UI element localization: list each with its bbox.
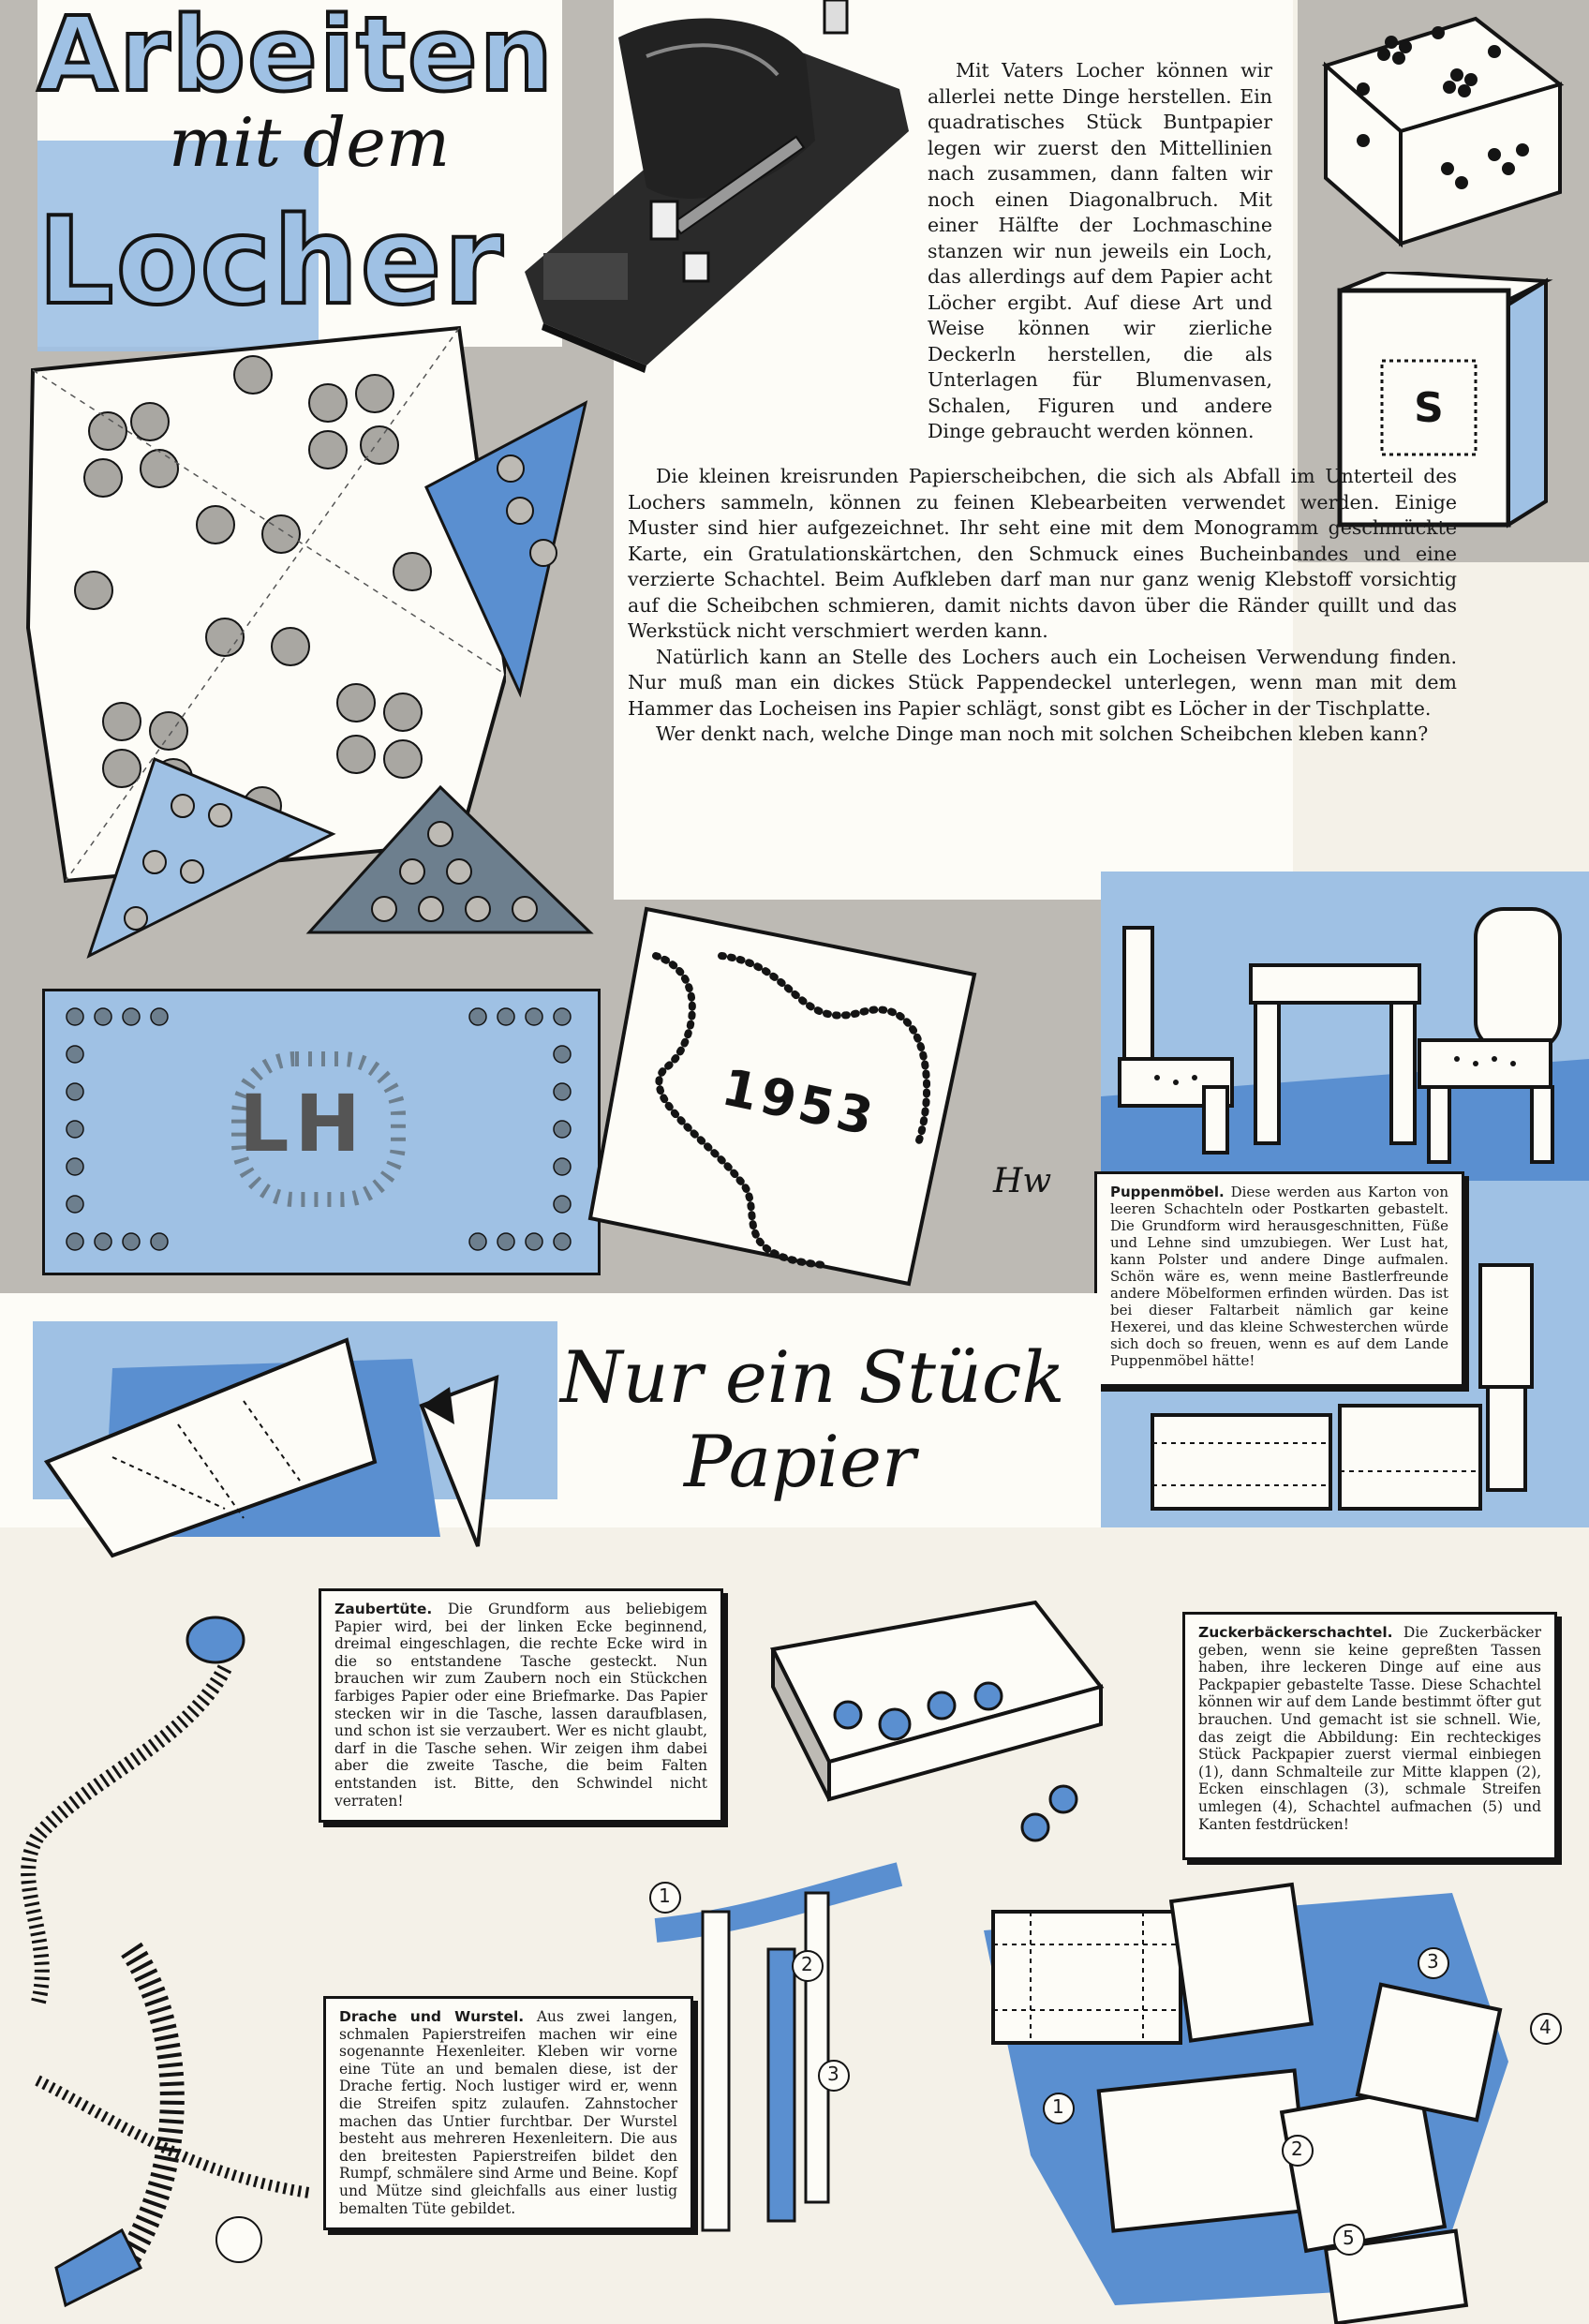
caption-zucker-heading: Zuckerbäckerschachtel. (1198, 1624, 1393, 1641)
hole-punch-illustration (506, 0, 918, 375)
triangle-slate (300, 778, 600, 937)
step-label-2b: 2 (1291, 2138, 1303, 2160)
hexenleiter-steps-illustration (637, 1855, 918, 2249)
dragon-illustration (0, 1612, 337, 2315)
article-intro (928, 58, 1272, 445)
artist-signature: Hw (993, 1162, 1052, 1200)
svg-text:S: S (1414, 384, 1444, 432)
article-paragraph-4: Wer denkt nach, welche Dinge man noch mit solchen Scheibchen kleben kann? (656, 723, 1429, 745)
caption-zucker-text: Die Zuckerbäcker geben, wenn sie keine gepreßten Tassen haben, ihre leckeren Dinge auf eine aus Packpapier gebastelte Tasse. Diese Schachtel können wir auf dem Lande bestimmt öfter gut brauchen. Und gemacht ist sie schnell. Wie, das zeigt die Abbildung: Ein rechteckiges Stück Packpapier zuerst viermal einbiegen (1), dann Schmalteile zur Mitte klappen (2), Ecken einschlagen (3), schmale Streifen umlegen (4), Schachtel aufmachen (5) und Kanten festdrücken! (1198, 1624, 1541, 1833)
section2-title-line1: Nur ein Stück (560, 1335, 1065, 1419)
article-paragraph-1: Mit Vaters Locher können wir allerlei nette Dinge herstellen. Ein quadratisches Stück Buntpapier legen wir zuerst den Mittellinien nach zusammen, dann falten wir noch einen Diagonalbruch. Mit einer Hälfte der Lochmaschine stanzen wir nun jeweils ein Loch, das allerdings auf dem Papier acht Löcher ergibt. Auf diese Art und Weise können wir zierliche Deckerln herstellen, die als Unterlagen für Blumenvasen, Schalen, Figuren und andere Dinge gebraucht werden können. (928, 59, 1272, 442)
article-body (628, 464, 1457, 748)
caption-zuckerbaecker (1182, 1612, 1557, 1860)
article-paragraph-2: Die kleinen kreisrunden Papierscheibchen, die sich als Abfall im Unterteil des Lochers sammeln, können zu feinen Klebearbeiten verwendet werden. Einige Muster sind hier aufgezeichnet. Ihr seht eine mit dem Monogramm geschmückte Karte, ein Gratulationskärtchen, den Schmuck eines Bucheinbandes und eine verzierte Schachtel. Beim Aufkleben darf man nur ganz wenig Klebstoff vorsichtig auf die Scheibchen schmieren, damit nichts davon über die Ränder quillt und das Werkstück nicht verschmiert werden kann. (628, 465, 1457, 642)
step-label-5b: 5 (1343, 2227, 1355, 2249)
step-label-4b: 4 (1539, 2016, 1552, 2038)
section2-title-line2: Papier (684, 1420, 916, 1503)
chair-template-illustration (1134, 1256, 1583, 1527)
step-label-2a: 2 (801, 1953, 813, 1975)
title-arbeiten: Arbeiten (37, 0, 555, 114)
step-label-3b: 3 (1427, 1950, 1439, 1973)
caption-drache-text: Aus zwei langen, schmalen Papierstreifen machen wir eine sogenannte Hexenleiter. Kleben wir vorne eine Tüte an und bemalen diese, ist der Drache fertig. Noch lustiger wird er, wenn die Streifen spitz zulaufen. Zahnstocher machen das Untier furchtbar. Der Wurstel besteht aus mehreren Hexenleitern. Die aus den breitesten Papierstreifen bildet den Rumpf, schmälere sind Arme und Beine. Kopf und Mütze sind gleichfalls aus einer lustig bemalten Tüte gebildet. (339, 2008, 677, 2217)
step-label-1a: 1 (659, 1885, 671, 1907)
caption-puppenmoebel-heading: Puppenmöbel. (1110, 1184, 1225, 1200)
monogram-text: LH (239, 1078, 366, 1169)
doll-furniture-illustration (1101, 872, 1589, 1181)
caption-zaubertuete-text: Die Grundform aus beliebigem Papier wird, bei der linken Ecke beginnend, dreimal eingeschlagen, die rechte Ecke wird in die so entstandene Tasche gesteckt. Nun brauchen wir zum Zaubern noch ein Stückchen farbiges Papier oder eine Briefmarke. Das Papier stecken wir in die Tasche, lassen daraufblasen, und schon ist sie verzaubert. Wer es nicht glaubt, darf in die Tasche sehen. Wir zeigen ihm dabei aber die zweite Tasche, die beim Falten entstanden ist. Bitte, den Schwindel nicht verraten! (334, 1601, 707, 1810)
article-paragraph-3: Natürlich kann an Stelle des Lochers auch ein Locheisen Verwendung finden. Nur muß man ein dickes Stück Pappendeckel unterlegen, wenn man mit dem Hammer das Locheisen ins Papier schlägt, sonst gibt es Löcher in der Tischplatte. (628, 645, 1457, 720)
paper-fold-illustration (37, 1321, 562, 1565)
step-label-1b: 1 (1052, 2095, 1064, 2118)
folded-triangle-blue (417, 394, 604, 703)
caption-puppenmoebel-text: Diese werden aus Karton von leeren Schachteln oder Postkarten gebastelt. Die Grundform wird herausgeschnitten, Füße und Lehne sind umzubiegen. Wer Lust hat, kann Polster und andere Dinge aufmalen. Schön wäre es, wenn meine Bastlerfreunde andere Möbelformen erfinden würden. Das ist bei dieser Faltarbeit nämlich gar keine Hexerei, und das kleine Schwesterchen würde sich doch so freuen, wenn es auf dem Lande Puppenmöbel hätte! (1110, 1184, 1448, 1369)
decorated-box-illustration (1307, 0, 1579, 267)
step-label-3a: 3 (827, 2063, 839, 2085)
caption-zaubertuete (319, 1588, 723, 1823)
cake-box-illustration (754, 1584, 1110, 1855)
title-locher: Locher (37, 192, 505, 332)
caption-zaubertuete-heading: Zaubertüte. (334, 1601, 433, 1617)
greeting-year: 1953 (717, 1057, 883, 1148)
caption-drache-heading: Drache und Wurstel. (339, 2008, 525, 2025)
title-mit-dem: mit dem (169, 103, 451, 182)
